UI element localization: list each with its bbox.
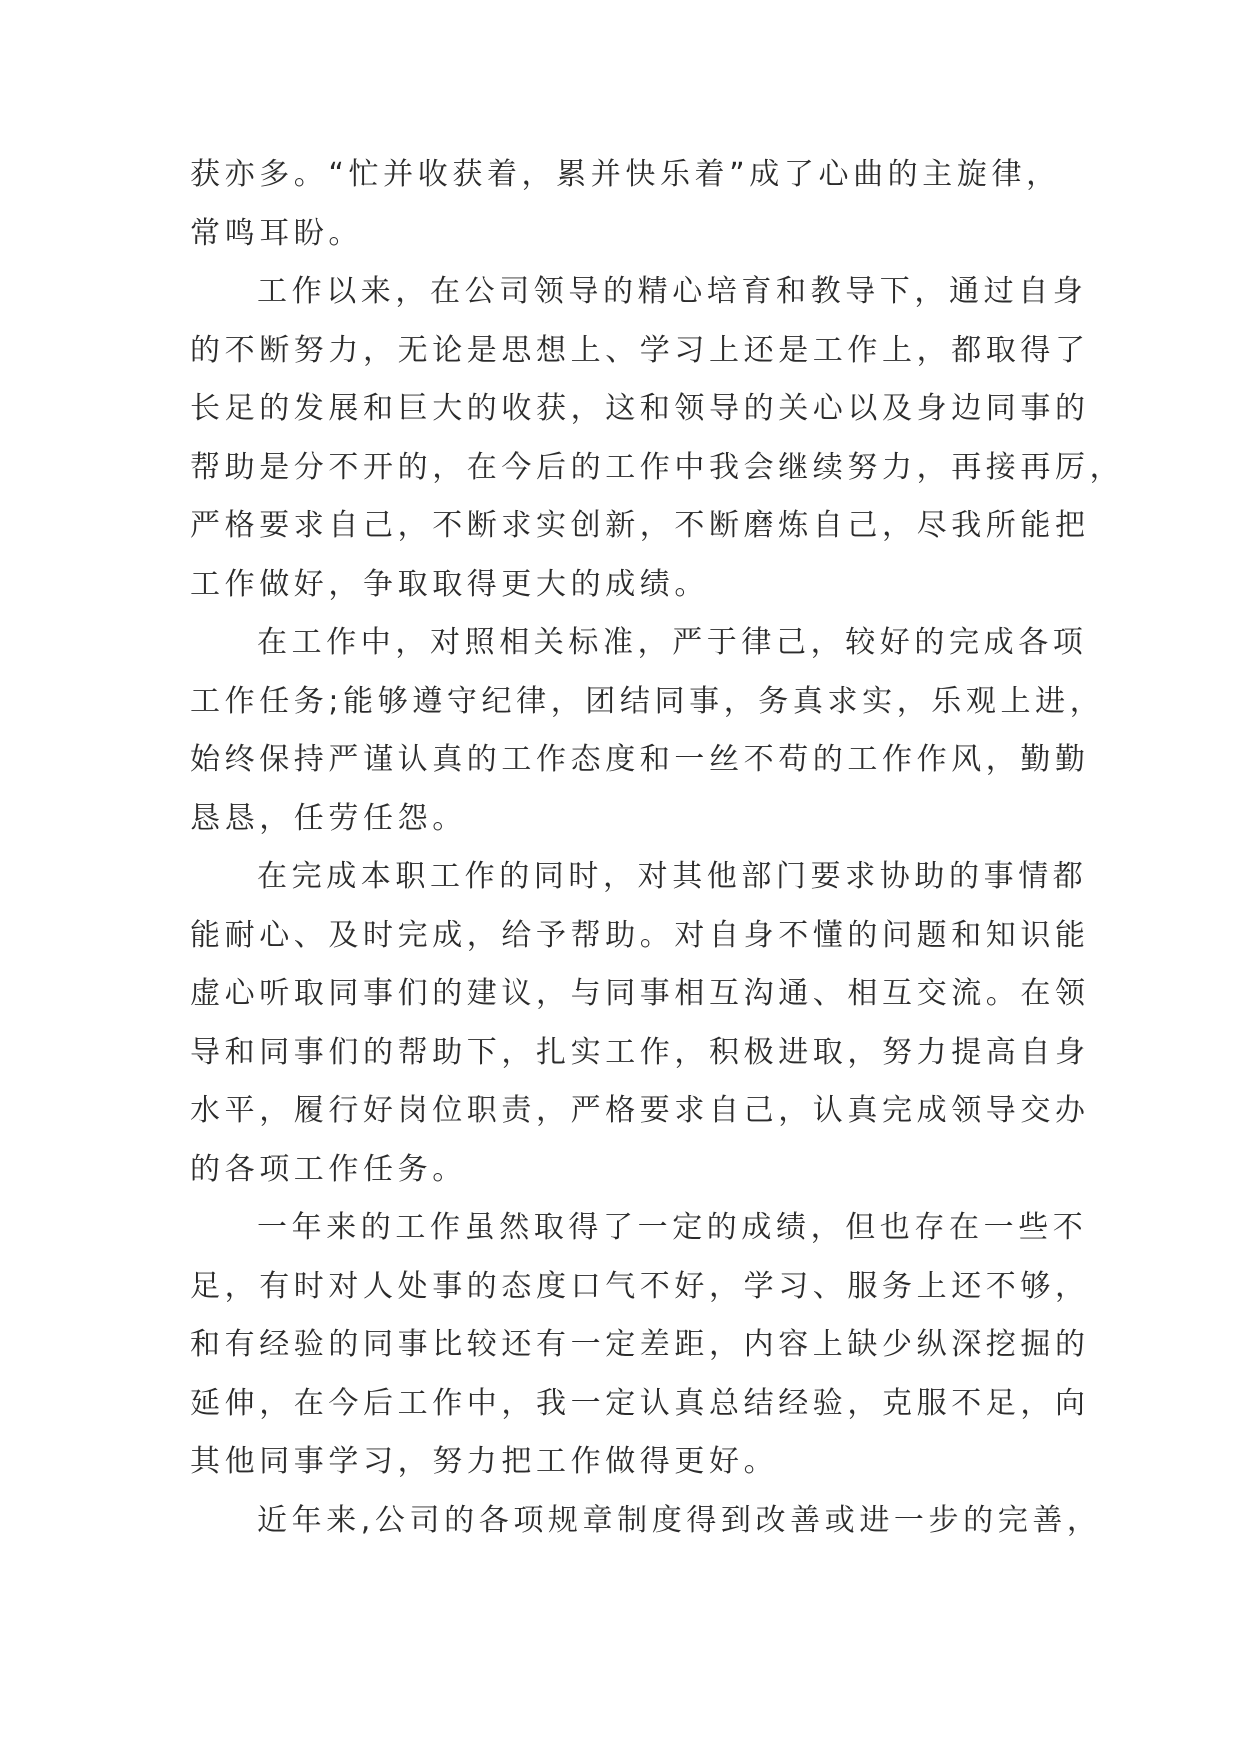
text-line: 工作做好，争取取得更大的成绩。 [190,566,709,602]
text-line: 获亦多。“忙并收获着，累并快乐着”成了心曲的主旋律， [190,157,1061,192]
text-line: 其他同事学习，努力把工作做得更好。 [190,1444,779,1479]
text-line: 在完成本职工作的同时，对其他部门要求协助的事情都 [257,859,1088,894]
text-line: 长足的发展和巨大的收获，这和领导的关心以及身边同事的 [190,391,1090,426]
text-line: 常鸣耳盼。 [190,215,363,251]
text-line: 足，有时对人处事的态度口气不好，学习、服务上还不够， [190,1268,1090,1304]
text-line: 和有经验的同事比较还有一定差距，内容上缺少纵深挖掘的 [190,1327,1090,1362]
text-line: 帮助是分不开的，在今后的工作中我会继续努力，再接再厉， [190,449,1125,485]
text-line: 延伸，在今后工作中，我一定认真总结经验，克服不足，向 [190,1385,1090,1421]
text-line: 的各项工作任务。 [190,1151,467,1187]
text-line: 始终保持严谨认真的工作态度和一丝不苟的工作作风，勤勤 [190,742,1090,777]
text-line: 近年来,公司的各项规章制度得到改善或进一步的完善， [257,1502,1102,1538]
text-line: 工作以来，在公司领导的精心培育和教导下，通过自身 [257,274,1088,309]
text-line: 恳恳，任劳任怨。 [190,800,467,836]
text-line: 严格要求自己，不断求实创新，不断磨炼自己，尽我所能把 [190,508,1090,543]
text-line: 一年来的工作虽然取得了一定的成绩，但也存在一些不 [257,1210,1088,1245]
text-line: 能耐心、及时完成，给予帮助。对自身不懂的问题和知识能 [190,917,1090,953]
text-line: 导和同事们的帮助下，扎实工作，积极进取，努力提高自身 [190,1034,1090,1070]
text-line: 工作任务;能够遵守纪律，团结同事，务真求实，乐观上进， [190,683,1105,719]
text-line: 水平，履行好岗位职责，严格要求自己，认真完成领导交办 [190,1093,1090,1128]
text-line: 在工作中，对照相关标准，严于律己，较好的完成各项 [257,625,1088,660]
text-line: 虚心听取同事们的建议，与同事相互沟通、相互交流。在领 [190,976,1090,1011]
text-line: 的不断努力，无论是思想上、学习上还是工作上，都取得了 [190,332,1090,368]
document-body [190,146,1125,1550]
